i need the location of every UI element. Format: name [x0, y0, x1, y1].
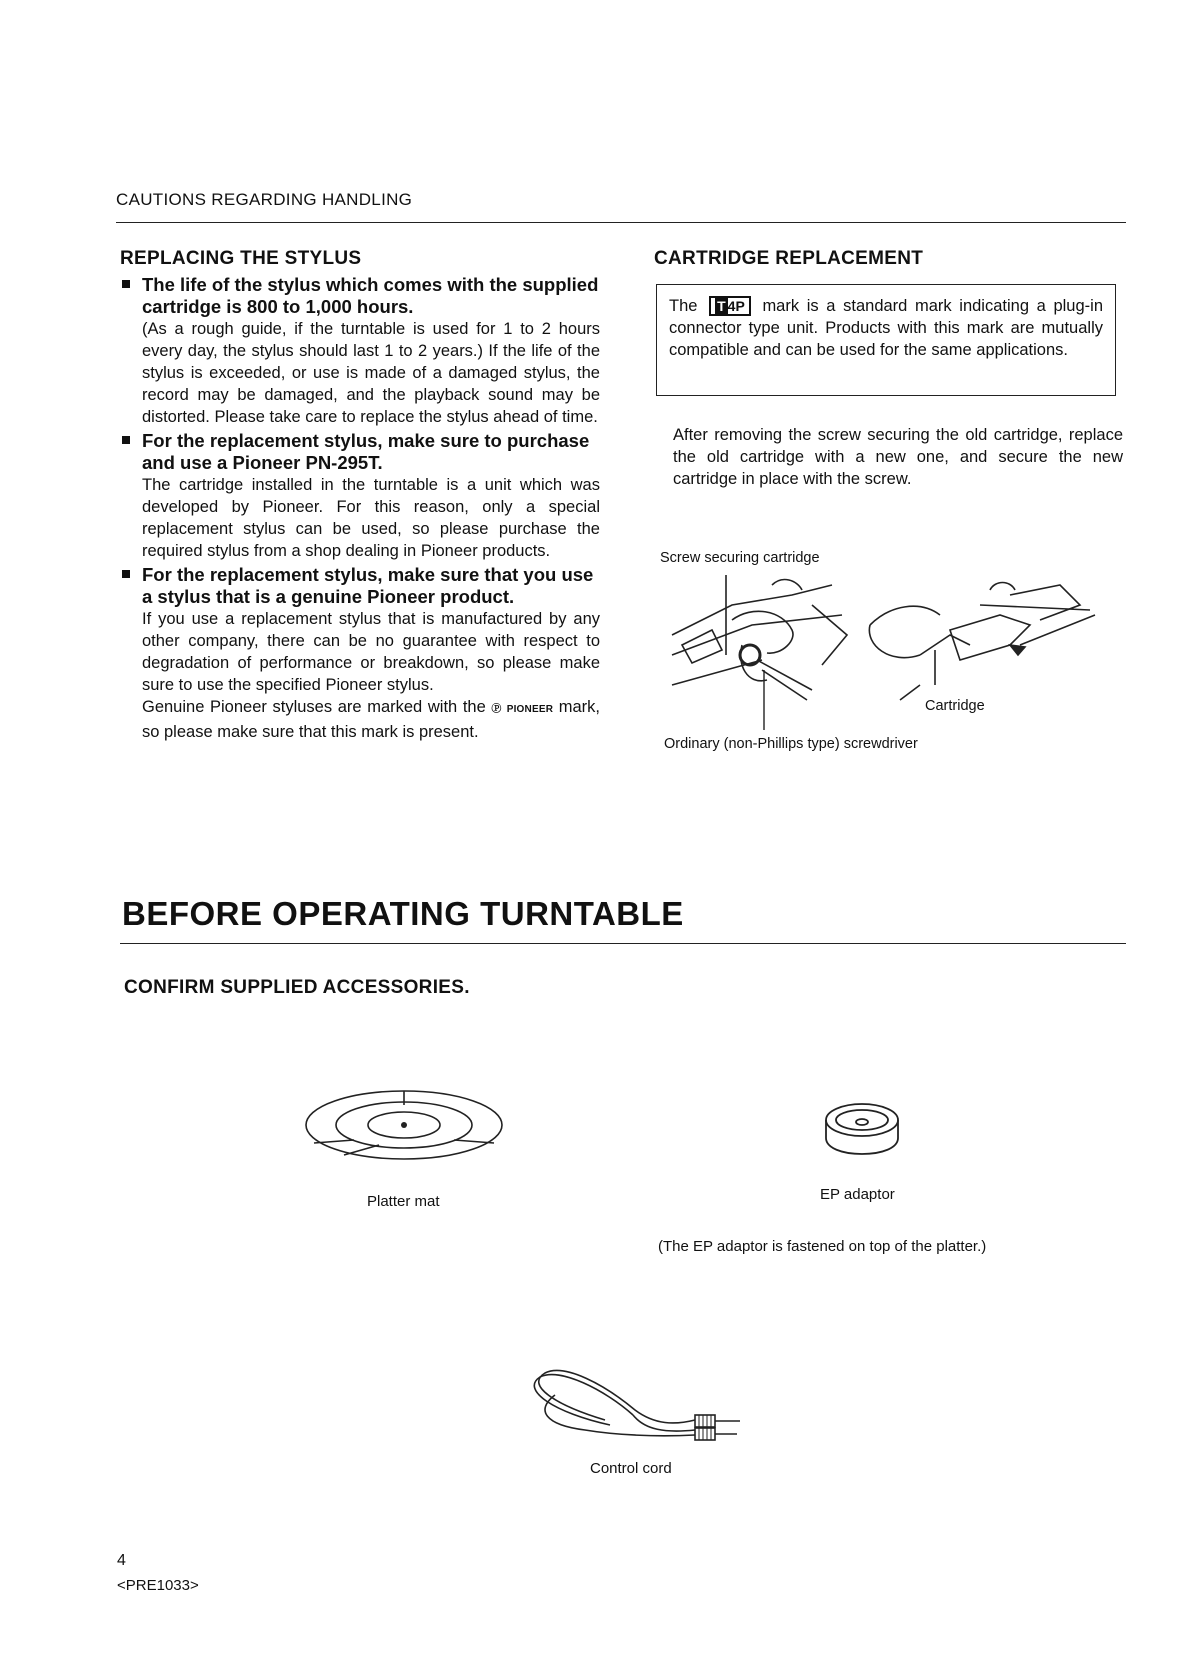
bullet-genuine-stylus	[120, 564, 600, 608]
ep-adaptor-icon	[822, 1100, 902, 1160]
page-number: 4	[117, 1552, 126, 1569]
control-cord-icon	[515, 1365, 745, 1455]
label-screw: Screw securing cartridge	[660, 550, 820, 566]
genuine-mark-paragraph	[120, 696, 600, 743]
bullet-square-icon	[122, 570, 130, 578]
pioneer-logo-mark: Ⓟ PIONEER	[491, 704, 554, 715]
t4p-mark-suffix: 4P	[727, 298, 745, 314]
confirm-accessories-subtitle: CONFIRM SUPPLIED ACCESSORIES.	[124, 977, 470, 998]
before-operating-title: BEFORE OPERATING TURNTABLE	[122, 895, 684, 932]
bullet-heading: For the replacement stylus, make sure that you use a stylus that is a genuine Pioneer product.	[142, 564, 594, 607]
screwdriver-leader-line	[763, 670, 767, 730]
document-code: <PRE1033>	[117, 1577, 199, 1594]
cartridge-instructions: After removing the screw securing the old cartridge, replace the old cartridge with a new one, and secure the new cartridge in place with the screw.	[673, 426, 1123, 488]
ep-adaptor-note: (The EP adaptor is fastened on top of the platter.)	[658, 1238, 987, 1255]
control-cord-caption: Control cord	[590, 1460, 672, 1477]
header-rule	[116, 222, 1126, 223]
mark-text-before: Genuine Pioneer styluses are marked with the	[142, 698, 486, 716]
section-rule	[120, 943, 1126, 944]
bullet-body: The cartridge installed in the turntable is a unit which was developed by Pioneer. For this reason, only a special replacement stylus can be used, so please purchase the required stylus from a shop dealing in Pioneer products.	[142, 476, 600, 560]
t4p-note-box	[656, 284, 1116, 396]
box-text-after: mark is a standard mark indicating a plug-in connector type unit. Products with this mark are mutually compatible and can be used for the same applications.	[669, 297, 1103, 359]
label-cartridge: Cartridge	[925, 698, 985, 714]
label-screwdriver: Ordinary (non-Phillips type) screwdriver	[664, 736, 918, 752]
platter-mat-icon	[304, 1085, 504, 1165]
t4p-mark-prefix: T	[717, 298, 726, 314]
bullet-body: (As a rough guide, if the turntable is used for 1 to 2 hours every day, the stylus should last 1 to 2 years.) If the life of the stylus is exceeded, or use is made of a damaged stylus, the record may be damaged, and the playback sound may be distorted. Please take care to replace the stylus ahead of time.	[142, 320, 600, 426]
box-text-before: The	[669, 297, 698, 315]
ep-adaptor-caption: EP adaptor	[820, 1186, 895, 1203]
cartridge-illustration-right	[860, 585, 1100, 705]
t4p-logo-mark	[709, 296, 751, 316]
bullet-replacement-pn295t	[120, 430, 600, 474]
bullet-heading: The life of the stylus which comes with the supplied cartridge is 800 to 1,000 hours.	[142, 274, 599, 317]
cartridge-replacement-title: CARTRIDGE REPLACEMENT	[654, 248, 924, 269]
replacing-stylus-title: REPLACING THE STYLUS	[120, 248, 362, 269]
bullet-stylus-life	[120, 274, 600, 318]
mark-text-after: mark, so please make sure that this mark is present.	[142, 698, 601, 741]
replacing-stylus-section	[120, 248, 600, 743]
bullet-square-icon	[122, 280, 130, 288]
bullet-square-icon	[122, 436, 130, 444]
bullet-body: If you use a replacement stylus that is manufactured by any other company, there can be no guarantee with respect to degradation of performance or breakdown, so please make sure to use the specified Pioneer stylus.	[142, 610, 600, 694]
platter-mat-caption: Platter mat	[367, 1193, 440, 1210]
cartridge-illustration-left	[672, 575, 852, 715]
running-head: CAUTIONS REGARDING HANDLING	[116, 190, 413, 209]
bullet-heading: For the replacement stylus, make sure to purchase and use a Pioneer PN-295T.	[142, 430, 590, 473]
pioneer-mark-text: PIONEER	[506, 704, 554, 715]
